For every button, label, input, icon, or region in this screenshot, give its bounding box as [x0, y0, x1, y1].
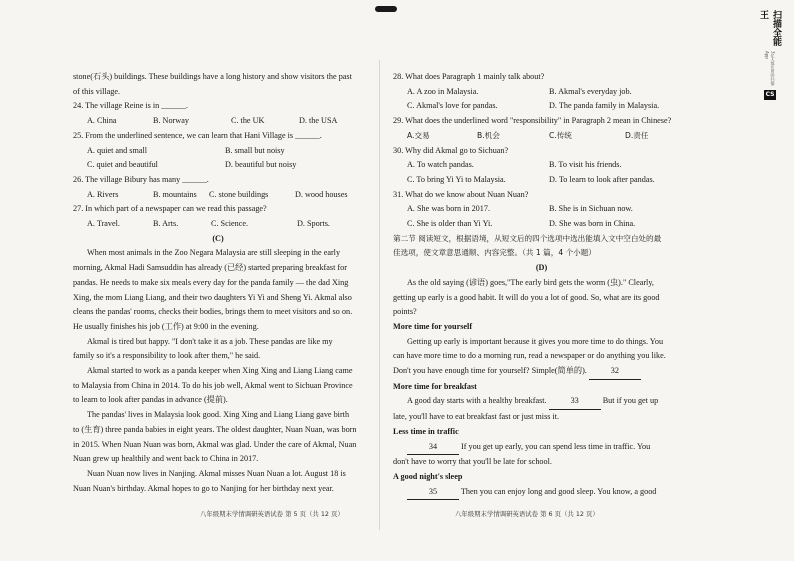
option: D. wood houses — [295, 189, 348, 199]
passage-line: in 2015. When Nuan Nuan was born, Akmal was glad. Under the care of Akmal, Nuan — [73, 439, 357, 449]
options-27 — [73, 217, 363, 232]
subheading: More time for yourself — [393, 321, 473, 331]
passage-line: Nuan Nuan now lives in Nanjing. Akmal misses Nuan Nuan a lot. August 18 is — [87, 468, 346, 478]
question-24: 24. The village Reine is in ______. — [73, 101, 188, 111]
option: A.交易 — [407, 130, 430, 140]
page-footer-right: 八年级期末学情调研英语试卷 第 6 页（共 12 页） — [455, 510, 599, 518]
passage-text: But if you get up — [602, 396, 659, 406]
option: D. She was born in China. — [549, 219, 636, 229]
option: A. She was born in 2017. — [407, 204, 491, 214]
option: D. The panda family in Malaysia. — [549, 101, 660, 111]
question-28: 28. What does Paragraph 1 mainly talk about? — [393, 72, 545, 81]
watermark-subtitle: 3亿人都在用的扫描App — [764, 50, 776, 86]
right-page — [393, 70, 690, 500]
passage-line: don't have to worry that you'll be late for school. — [393, 457, 552, 467]
passage-line: Akmal is tired but happy. "I don't take it as a job. These pandas are like my — [87, 336, 333, 346]
passage-line: The pandas' lives in Malaysia look good. Xing Xing and Liang Liang gave birth — [87, 410, 350, 420]
passage-line — [393, 364, 690, 380]
blank-33[interactable]: 33 — [549, 394, 601, 410]
option: A. Rivers — [87, 189, 119, 199]
question-25: 25. From the underlined sentence, we can learn that Hani Village is ______. — [73, 130, 322, 140]
option: C. quiet and beautiful — [87, 160, 158, 170]
option: A. China — [87, 116, 117, 126]
options-24 — [73, 114, 363, 129]
passage-line: Getting up early is important because it gives you more time to do things. You — [407, 336, 664, 346]
subheading: A good night's sleep — [393, 471, 463, 481]
option: A. A zoo in Malaysia. — [407, 86, 479, 96]
option: B. Arts. — [153, 219, 179, 229]
subheading: Less time in traffic — [393, 426, 459, 436]
page-fold — [379, 60, 380, 530]
scanner-watermark — [758, 10, 782, 100]
binding-mark — [375, 6, 397, 12]
blank-35[interactable]: 35 — [407, 485, 459, 501]
options-25 — [73, 144, 363, 159]
passage-line: As the old saying (谚语) goes,"The early bird gets the worm (虫)." Clearly, — [407, 277, 654, 287]
option: C. To bring Yi Yi to Malaysia. — [407, 174, 506, 184]
passage-text: Don't you have enough time for yourself? Simple(简单的). — [393, 366, 589, 376]
option: B. Akmal's everyday job. — [549, 86, 632, 96]
passage-line: cleans the pandas' rooms, checks their bodies, brings them to meet visitors and so on. — [73, 307, 353, 317]
passage-line: getting up early is a good habit. It will do you a lot of good. So, what are its good — [393, 292, 660, 302]
option: C. stone buildings — [209, 189, 269, 199]
section-instructions: 佳选项，使文章意思通顺、内容完整。（共 1 篇，4 个小题） — [393, 248, 596, 258]
passage-line: late, you'll have to eat breakfast fast or just miss it. — [393, 412, 560, 422]
section-label: (C) — [212, 233, 224, 243]
passage-text: Then you can enjoy long and good sleep. You know, a good — [460, 486, 657, 496]
option: D. To learn to look after pandas. — [549, 174, 655, 184]
question-27: 27. In which part of a newspaper can we read this passage? — [73, 204, 267, 214]
option: D. Sports. — [297, 219, 330, 229]
passage-text: If you get up early, you can spend less time in traffic. You — [461, 441, 651, 451]
camscanner-logo-icon: CS — [765, 91, 775, 98]
question-31: 31. What do we know about Nuan Nuan? — [393, 189, 529, 199]
text-line: stone(石头) buildings. These buildings have a long history and show visitors the past — [73, 72, 352, 81]
subheading: More time for breakfast — [393, 381, 477, 391]
passage-line: Xing, the mom Liang Liang, and their two daughters Yi Yi and Sheng Yi. Akmal also — [73, 292, 352, 302]
options-29 — [393, 129, 690, 144]
passage-line: pandas. He needs to make six meals every day for the panda family — the dad Xing — [73, 277, 349, 287]
options-25b — [73, 158, 363, 173]
option: A. quiet and small — [87, 145, 148, 155]
option: A. Travel. — [87, 219, 120, 229]
passage-line: to learn to look after pandas in advance (提前). — [73, 395, 228, 405]
question-30: 30. Why did Akmal go to Sichuan? — [393, 145, 509, 155]
passage-line: Nuan grew up healthily and went back to China in 2017. — [73, 454, 259, 464]
options-31b — [393, 217, 690, 232]
option: D. beautiful but noisy — [225, 160, 297, 170]
text-line: of this village. — [73, 86, 121, 96]
option: B.机会 — [477, 130, 500, 140]
option: A. To watch pandas. — [407, 160, 474, 170]
option: B. mountains — [153, 189, 197, 199]
question-26: 26. The village Bibury has many ______. — [73, 174, 209, 184]
option: C. the UK — [231, 116, 265, 126]
options-28 — [393, 85, 690, 100]
option: C. She is older than Yi Yi. — [407, 219, 493, 229]
options-26 — [73, 188, 363, 203]
passage-line: to (生育) three panda babies in eight years. The oldest daughter, Nuan Nuan, was born — [73, 424, 357, 434]
watermark-title: 扫描全能王 — [758, 10, 781, 46]
blank-34[interactable]: 34 — [407, 440, 459, 456]
passage-line — [393, 485, 690, 501]
passage-line: Nuan Nuan's birthday. Akmal hopes to go to Nanjing for her birthday next year. — [73, 483, 334, 493]
question-29: 29. What does the underlined word "responsibility" in Paragraph 2 mean in Chinese? — [393, 116, 672, 126]
section-label: (D) — [535, 263, 548, 273]
blank-32[interactable]: 32 — [589, 364, 641, 380]
left-page — [73, 70, 363, 496]
option: C. Science. — [211, 219, 249, 229]
passage-line — [393, 440, 690, 456]
page-footer-left: 八年级期末学情调研英语试卷 第 5 页（共 12 页） — [200, 510, 344, 518]
passage-text: A good day starts with a healthy breakfast. — [407, 396, 547, 406]
option: C.传统 — [549, 130, 572, 140]
passage-line: He usually finishes his job (工作) at 9:00 in the evening. — [73, 321, 259, 331]
option: C. Akmal's love for pandas. — [407, 101, 498, 111]
option: D.责任 — [625, 130, 649, 140]
passage-line: Akmal started to work as a panda keeper when Xing Xing and Liang Liang came — [87, 366, 353, 376]
passage-line: When most animals in the Zoo Negara Malaysia are still sleeping in the early — [87, 248, 341, 258]
options-30b — [393, 173, 690, 188]
passage-line: can have more time to do a morning run, read a newspaper or do anything you like. — [393, 351, 666, 361]
options-30 — [393, 158, 690, 173]
option: B. To visit his friends. — [549, 160, 622, 170]
options-28b — [393, 99, 690, 114]
option: D. the USA — [299, 116, 338, 126]
passage-line: to Malaysia from China in 2014. To do his job well, Akmal went to Sichuan Province — [73, 380, 353, 390]
passage-line: points? — [393, 307, 417, 317]
option: B. Norway — [153, 116, 189, 126]
option: B. She is in Sichuan now. — [549, 204, 633, 214]
options-31 — [393, 202, 690, 217]
section-instructions: 第二节 阅读短文，根据语境，从短文后的四个选项中选出能填入文中空白处的最 — [393, 233, 662, 243]
passage-line: family so it's a responsibility to look after them," he said. — [73, 351, 261, 361]
option: B. small but noisy — [225, 145, 285, 155]
passage-line: morning, Akmal Hadi Samsuddin has already (已经) started preparing breakfast for — [73, 263, 347, 273]
passage-line — [393, 394, 690, 410]
